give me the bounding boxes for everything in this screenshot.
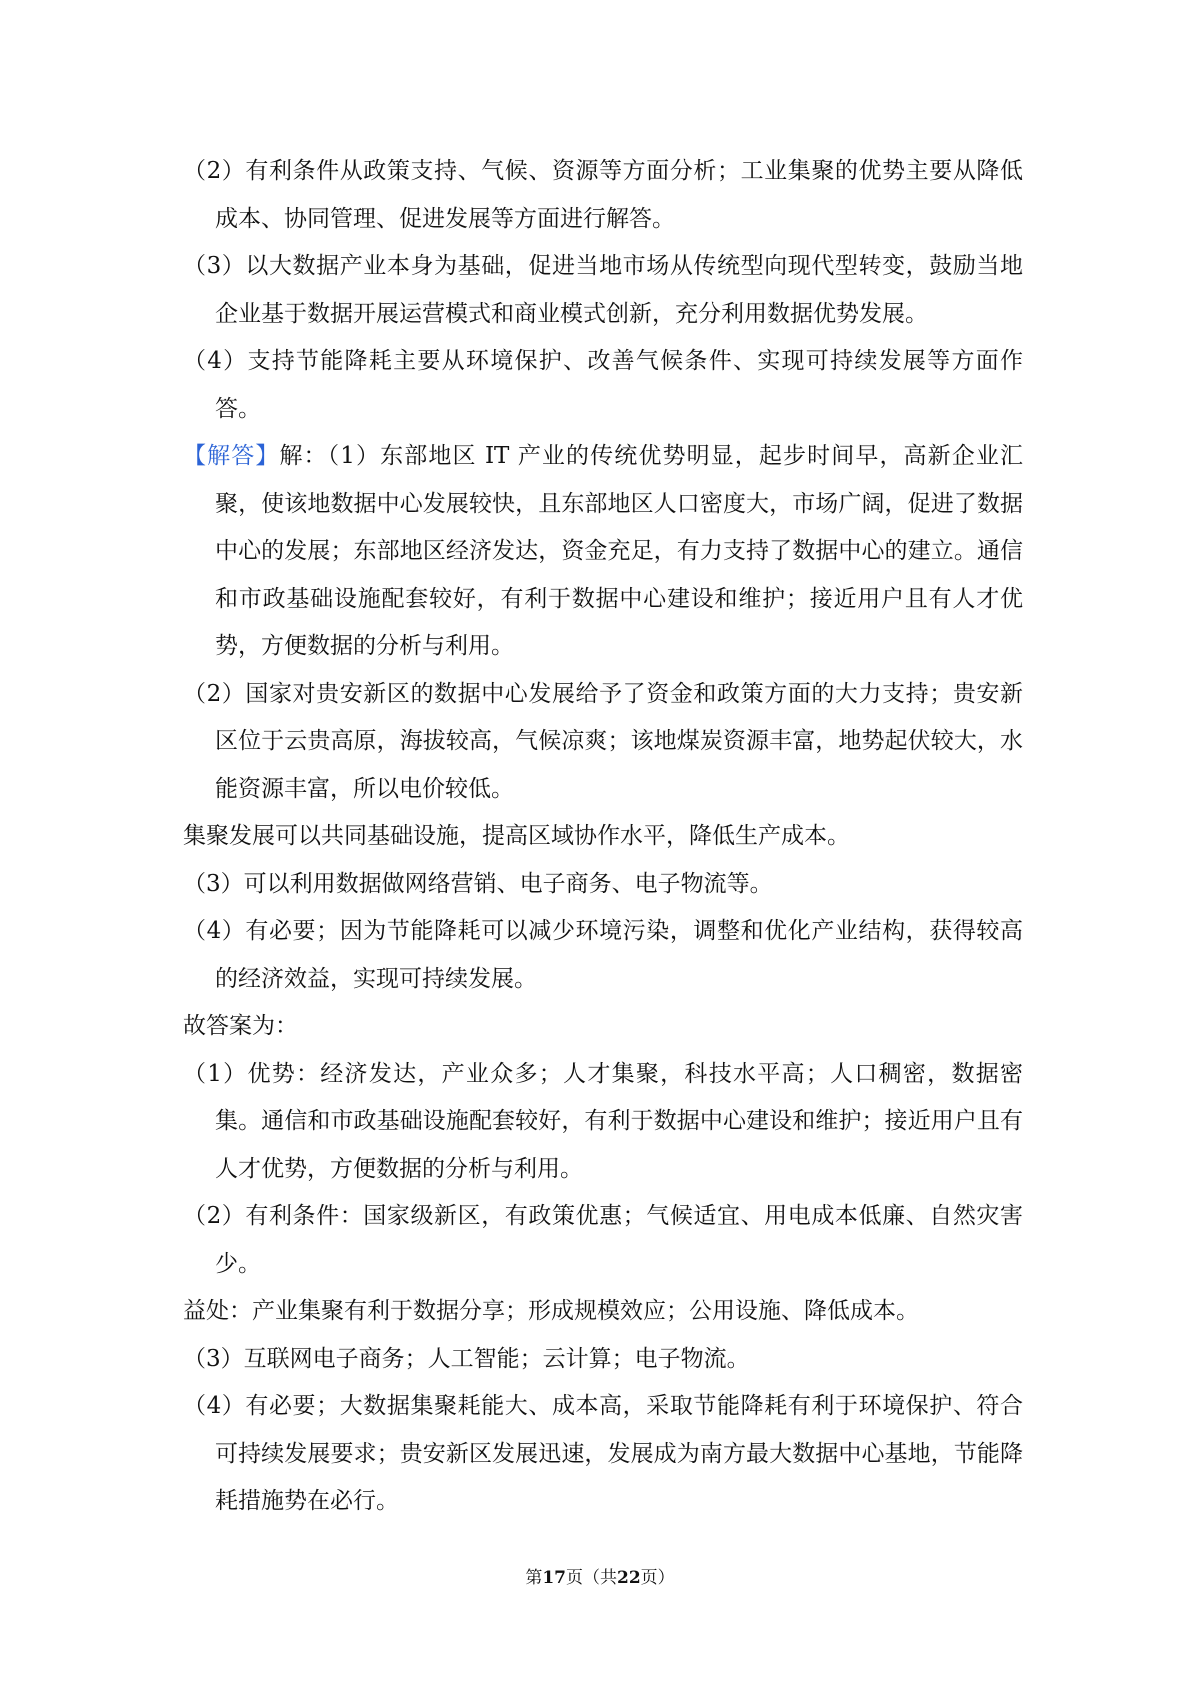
footer-total-pages: 22 bbox=[617, 1568, 641, 1588]
analysis-item-2: （2）有利条件从政策支持、气候、资源等方面分析；工业集聚的优势主要从降低成本、协同管理、促进发展等方面进行解答。 bbox=[183, 158, 1023, 232]
analysis-item-4: （4）支持节能降耗主要从环境保护、改善气候条件、实现可持续发展等方面作答。 bbox=[183, 348, 1023, 422]
footer-suffix: 页） bbox=[640, 1568, 675, 1588]
answer-item-2: （2）有利条件：国家级新区，有政策优惠；气候适宜、用电成本低廉、自然灾害少。 bbox=[183, 1203, 1023, 1277]
footer-middle: 页（共 bbox=[566, 1568, 617, 1588]
solution-item-2: （2）国家对贵安新区的数据中心发展给予了资金和政策方面的大力支持；贵安新区位于云贵高原，海拔较高，气候凉爽；该地煤炭资源丰富，地势起伏较大，水能资源丰富，所以电价较低。 bbox=[183, 680, 1023, 802]
solution-item-1-text: 解：（1）东部地区 IT 产业的传统优势明显，起步时间早，高新企业汇聚，使该地数据中心发展较快，且东部地区人口密度大，市场广阔，促进了数据中心的发展；东部地区经济发达，资金充足，有力支持了数据中心的建立。通信和市政基础设施配套较好，有利于数据中心建设和维护；接近用户且有人才优势，方便数据的分析与利用。 bbox=[215, 443, 1023, 659]
solution-item-3: （3）可以利用数据做网络营销、电子商务、电子物流等。 bbox=[183, 870, 773, 897]
solution-item-2-continuation: 集聚发展可以共同基础设施，提高区域协作水平，降低生产成本。 bbox=[183, 823, 850, 849]
solution-item-1 bbox=[183, 433, 1023, 671]
answer-item-3: （3）互联网电子商务；人工智能；云计算；电子物流。 bbox=[183, 1345, 750, 1372]
solution-item-4: （4）有必要；因为节能降耗可以减少环境污染，调整和优化产业结构，获得较高的经济效益，实现可持续发展。 bbox=[183, 918, 1023, 992]
analysis-item-3: （3）以大数据产业本身为基础，促进当地市场从传统型向现代型转变，鼓励当地企业基于数据开展运营模式和商业模式创新，充分利用数据优势发展。 bbox=[183, 253, 1023, 327]
answer-intro: 故答案为： bbox=[183, 1013, 298, 1039]
answer-item-2-continuation: 益处：产业集聚有利于数据分享；形成规模效应；公用设施、降低成本。 bbox=[183, 1298, 919, 1324]
document-body bbox=[183, 148, 1023, 1526]
footer-page-number: 17 bbox=[542, 1568, 566, 1588]
answer-item-4: （4）有必要；大数据集聚耗能大、成本高，采取节能降耗有利于环境保护、符合可持续发展要求；贵安新区发展迅速，发展成为南方最大数据中心基地，节能降耗措施势在必行。 bbox=[183, 1393, 1023, 1514]
footer-prefix: 第 bbox=[525, 1568, 543, 1588]
page-footer bbox=[0, 1563, 1200, 1588]
solution-tag: 【解答】 bbox=[183, 443, 280, 469]
answer-item-1: （1）优势：经济发达，产业众多；人才集聚，科技水平高；人口稠密，数据密集。通信和市政基础设施配套较好，有利于数据中心建设和维护；接近用户且有人才优势，方便数据的分析与利用。 bbox=[183, 1060, 1023, 1182]
